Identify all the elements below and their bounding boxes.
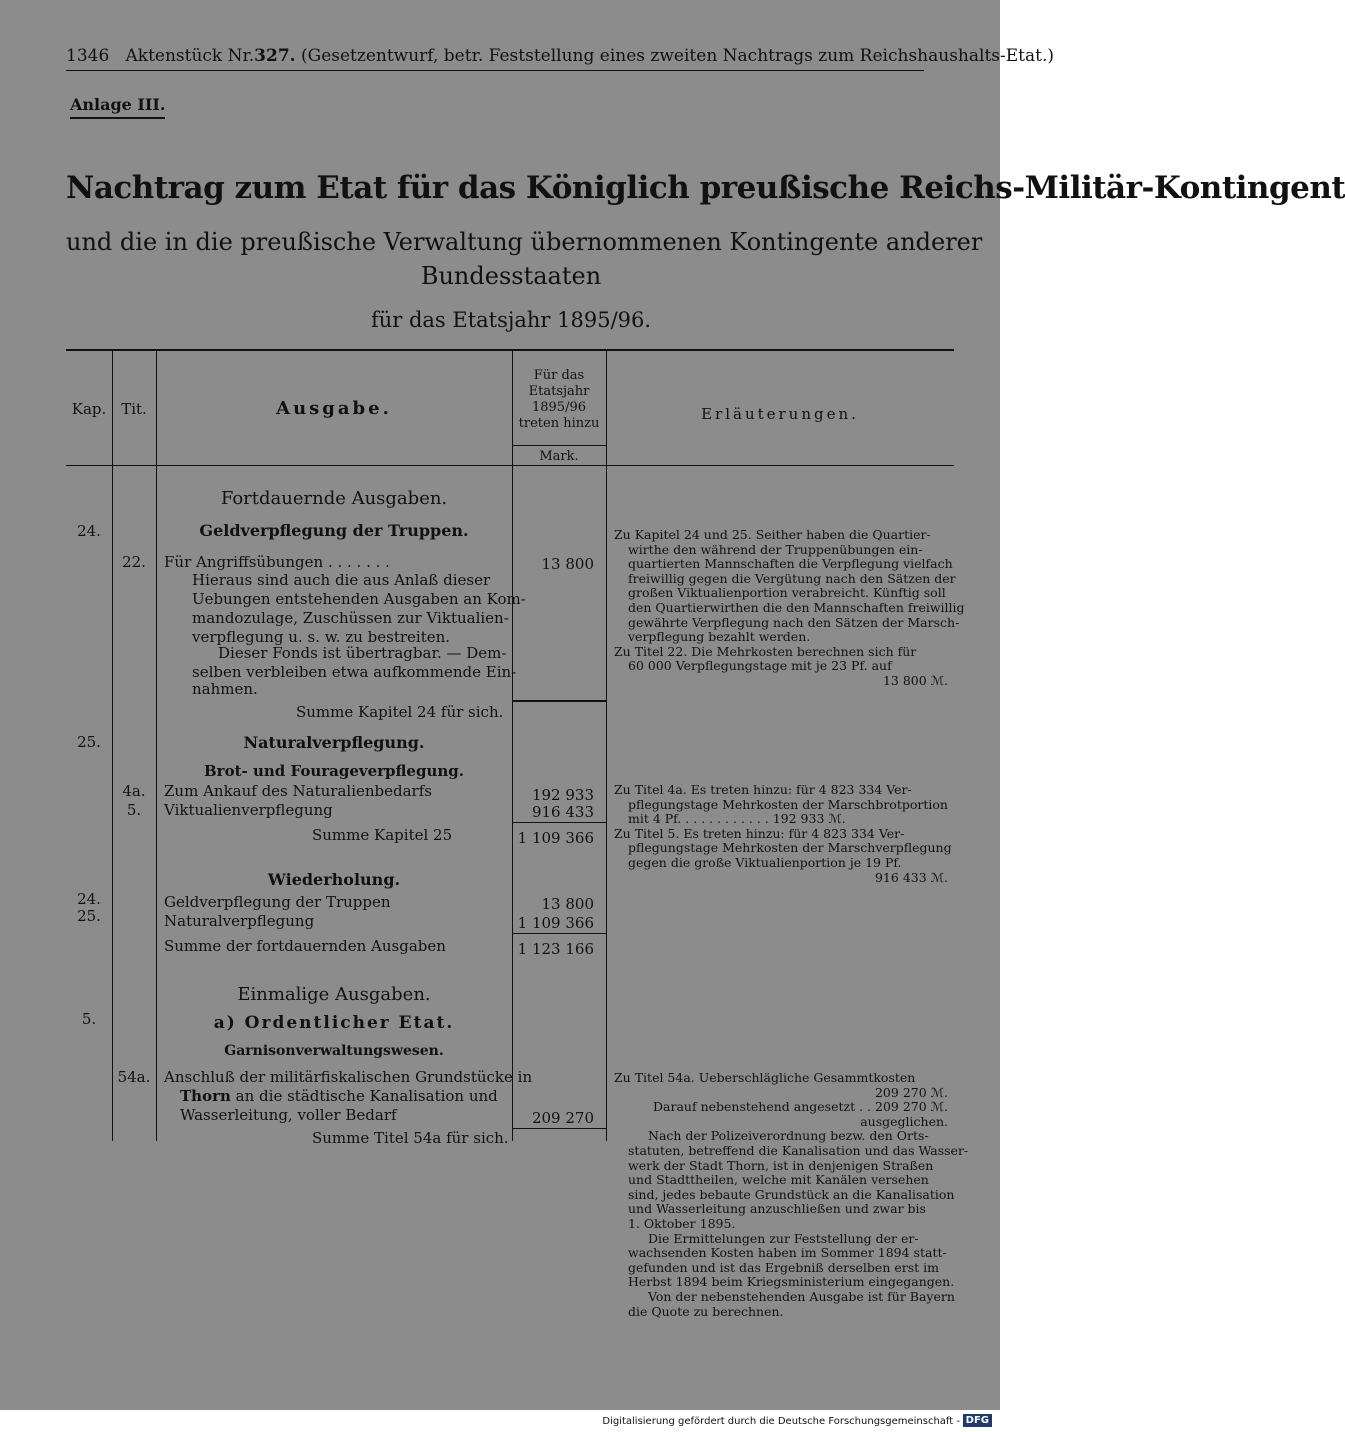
note-line: Zu Titel 54a. Ueberschlägliche Gesammtkosten (614, 1070, 916, 1085)
angriff-desc-7: nahmen. (192, 680, 258, 698)
note-line: pflegungstage Mehrkosten der Marschverpflegung (628, 840, 952, 856)
note-line: freiwillig gegen die Vergütung nach den Sätzen der (628, 570, 956, 586)
sum-rule-fortdauernd (512, 933, 606, 934)
wiederholung-kap-25: 25. (77, 907, 101, 925)
wiederholung-natural-label: Naturalverpflegung (164, 912, 315, 930)
note-line: Zu Kapitel 24 und 25. Seither haben die Quartier- (614, 527, 931, 542)
col-divider-kap (112, 351, 113, 1141)
note-line: Zu Titel 4a. Es treten hinzu: für 4 823 334 Ver- (614, 782, 912, 797)
title-line-1: Nachtrag zum Etat für das Königlich preußische Reichs-Militär-Kontingent (66, 170, 1345, 206)
note-line: ausgeglichen. (860, 1113, 948, 1129)
section-brot-fourage: Brot- und Fourageverpflegung. (204, 762, 464, 780)
note-line: gefunden und ist das Ergebniß derselben erst im (628, 1259, 939, 1275)
angriff-desc-2: Uebungen entstehenden Ausgaben an Kom- (192, 590, 526, 608)
item-angriffsuebungen (164, 553, 390, 572)
note-line: wachsenden Kosten haben im Sommer 1894 statt- (628, 1245, 947, 1261)
note-line: gegen die große Viktualienportion je 19 Pf. (628, 854, 902, 870)
wiederholung-kap-24: 24. (77, 890, 101, 908)
tit-54a: 54a. (117, 1068, 151, 1086)
note-line: Von der nebenstehenden Ausgabe ist für Bayern (648, 1288, 955, 1304)
note-line: gewährte Verpflegung nach den Sätzen der Marsch- (628, 614, 960, 630)
footer-bar (0, 1411, 1000, 1432)
note-line: statuten, betreffend die Kanalisation und das Wasser- (628, 1142, 969, 1158)
note-tit-4a-5 (614, 783, 952, 885)
note-line: Zu Titel 5. Es treten hinzu: für 4 823 334 Ver- (614, 825, 905, 841)
col-header-etat-1: Für das (533, 368, 585, 383)
wiederholung-natural-value: 1 109 366 (517, 914, 594, 932)
section-garnison: Garnisonverwaltungswesen. (224, 1043, 444, 1059)
tit-5: 5. (126, 801, 142, 819)
thorn-line-3: Wasserleitung, voller Bedarf (180, 1106, 397, 1124)
col-header-etat-4: treten hinzu (518, 416, 600, 431)
note-line: 60 000 Verpflegungstage mit je 23 Pf. auf (628, 658, 892, 674)
wiederholung-geld-value: 13 800 (541, 895, 594, 913)
thorn-line-2-rest: an die städtische Kanalisation und (235, 1087, 498, 1105)
angriff-desc-1: Hieraus sind auch die aus Anlaß dieser (192, 571, 491, 589)
note-line: Nach der Polizeiverordnung bezw. den Orts- (648, 1128, 929, 1144)
title-line-3: Bundesstaaten (420, 262, 602, 290)
item-angriffsuebungen-label: Für Angriffsübungen (164, 553, 324, 571)
note-line: mit 4 Pf. . . . . . . . . . . . 192 933 ℳ. (628, 811, 846, 827)
thorn-name: Thorn (180, 1087, 231, 1105)
note-line: und Wasserleitung anzuschließen und zwar bis (628, 1201, 926, 1217)
angriff-desc-4: verpflegung u. s. w. zu bestreiten. (192, 628, 451, 646)
section-geldverpflegung: Geldverpflegung der Truppen. (199, 521, 469, 540)
item-angriffsuebungen-dots: . . . . . . . (327, 553, 390, 571)
doc-ref-suffix: (Gesetzentwurf, betr. Feststellung eines zweiten Nachtrags zum Reichshaushalts-Etat.) (300, 46, 1054, 66)
summe-kapitel-24: Summe Kapitel 24 für sich. (296, 703, 504, 721)
title-line-4: für das Etatsjahr 1895/96. (370, 308, 652, 332)
sum-rule-54a (512, 1128, 606, 1129)
note-line: werk der Stadt Thorn, ist in denjenigen Straßen (628, 1157, 934, 1173)
item-naturalbedarf: Zum Ankauf des Naturalienbedarfs (164, 782, 432, 800)
summe-kapitel-25-value: 1 109 366 (517, 829, 594, 847)
sum-rule-24 (512, 700, 606, 702)
col-header-mark: Mark. (539, 449, 579, 464)
header-rule (66, 70, 924, 71)
thorn-line-1: Anschluß der militärfiskalischen Grundstücke in (164, 1068, 533, 1086)
note-line: Darauf nebenstehend angesetzt . . 209 270 ℳ. (653, 1099, 948, 1115)
note-line: Zu Titel 22. Die Mehrkosten berechnen sich für (614, 643, 917, 659)
item-viktualien: Viktualienverpflegung (164, 801, 333, 819)
note-line: Die Ermittelungen zur Feststellung der er- (648, 1230, 919, 1246)
note-kap-24-25 (614, 528, 965, 689)
col-header-tit: Tit. (121, 400, 147, 418)
table-top-rule (66, 349, 954, 351)
footer-text: Digitalisierung gefördert durch die Deutsche Forschungsgemeinschaft - (602, 1416, 960, 1427)
doc-number: 327. (254, 46, 296, 66)
note-line: quartierten Mannschaften die Verpflegung vielfach (628, 556, 953, 572)
value-naturalbedarf: 192 933 (531, 786, 594, 804)
note-total: 13 800 ℳ. (882, 672, 948, 688)
col-header-etat-3: 1895/96 (531, 400, 586, 415)
note-line: 1. Oktober 1895. (628, 1215, 736, 1231)
note-total: 916 433 ℳ. (874, 869, 948, 885)
note-line: den Quartierwirthen die den Mannschaften freiwillig (628, 599, 965, 615)
note-line: Herbst 1894 beim Kriegsministerium eingegangen. (628, 1274, 955, 1290)
angriff-desc-5: Dieser Fonds ist übertragbar. — Dem- (218, 644, 507, 662)
col-header-ausgabe: Ausgabe. (276, 398, 392, 419)
table-header-rule (66, 465, 954, 466)
summe-titel-54a: Summe Titel 54a für sich. (312, 1129, 509, 1147)
dfg-logo: DFG (963, 1414, 992, 1427)
summe-fortdauernd-value: 1 123 166 (517, 940, 594, 958)
sum-rule-25 (512, 822, 606, 823)
thorn-line-2 (180, 1087, 498, 1106)
kap-5: 5. (81, 1010, 97, 1028)
col-divider-ausgabe (512, 351, 513, 1141)
tit-22: 22. (122, 553, 146, 571)
summe-fortdauernd-label: Summe der fortdauernden Ausgaben (164, 937, 446, 955)
note-line: und Stadttheilen, welche mit Kanälen versehen (628, 1172, 929, 1188)
value-thorn: 209 270 (531, 1109, 594, 1127)
mark-subheader-rule (512, 445, 606, 446)
note-line: 209 270 ℳ. (874, 1084, 948, 1100)
col-divider-mark (606, 351, 607, 1141)
tit-4a: 4a. (122, 782, 146, 800)
title-line-2: und die in die preußische Verwaltung übernommenen Kontingente anderer (66, 228, 983, 256)
note-line: die Quote zu berechnen. (628, 1303, 784, 1319)
kap-24: 24. (77, 522, 101, 540)
kap-25: 25. (77, 733, 101, 751)
angriff-desc-3: mandozulage, Zuschüssen zur Viktualien- (192, 609, 509, 627)
page-header (66, 46, 1054, 66)
anlage-label: Anlage III. (70, 95, 165, 119)
section-wiederholung: Wiederholung. (267, 870, 401, 889)
note-line: wirthe den während der Truppenübungen ein- (628, 541, 923, 557)
note-line: sind, jedes bebaute Grundstück an die Kanalisation (628, 1186, 955, 1202)
note-tit-54a (614, 1071, 968, 1319)
value-angriffsuebungen: 13 800 (541, 555, 594, 573)
wiederholung-geld-label: Geldverpflegung der Truppen (164, 893, 391, 911)
note-line: großen Viktualienportion verabreicht. Künftig soll (628, 585, 946, 601)
col-header-etat-2: Etatsjahr (528, 384, 590, 399)
doc-ref-prefix: Aktenstück Nr. (125, 46, 255, 66)
note-line: pflegungstage Mehrkosten der Marschbrotportion (628, 796, 948, 812)
note-line: verpflegung bezahlt werden. (628, 629, 811, 645)
col-header-kap: Kap. (71, 400, 107, 418)
page-number: 1346 (66, 46, 110, 66)
section-einmalige: Einmalige Ausgaben. (237, 984, 431, 1005)
section-ordentlicher-etat: a) Ordentlicher Etat. (213, 1013, 455, 1033)
summe-kapitel-25-label: Summe Kapitel 25 (312, 826, 453, 844)
angriff-desc-6: selben verbleiben etwa aufkommende Ein- (192, 663, 517, 681)
section-fortdauernde: Fortdauernde Ausgaben. (220, 488, 448, 509)
section-naturalverpflegung: Naturalverpflegung. (243, 733, 425, 752)
value-viktualien: 916 433 (531, 803, 594, 821)
col-header-erlaeuterungen: Erläuterungen. (701, 405, 859, 423)
